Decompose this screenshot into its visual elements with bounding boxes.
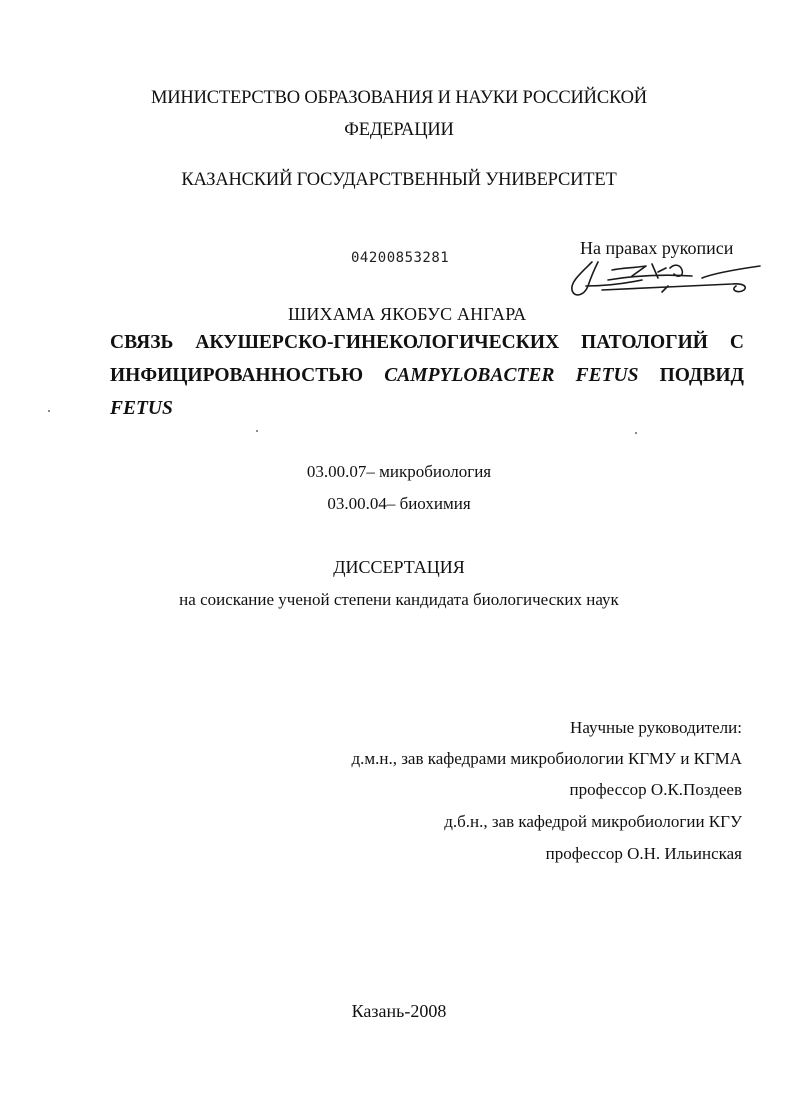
- specialty-microbiology: 03.00.07– микробиология: [306, 462, 492, 481]
- city-year: Казань-2008: [351, 1001, 447, 1021]
- supervisor-2-position: д.б.н., зав кафедрой микробиологии КГУ: [444, 812, 742, 831]
- rights-note: На правах рукописи: [580, 238, 734, 258]
- title-word: СВЯЗЬ: [110, 332, 174, 353]
- title-line-2: [110, 365, 744, 387]
- title-line-3: FETUS: [110, 398, 173, 419]
- title-word-italic: FETUS: [575, 365, 639, 386]
- supervisor-2-name: профессор О.Н. Ильинская: [545, 844, 742, 863]
- title-word: ПАТОЛОГИЙ: [581, 332, 708, 353]
- specialty-biochemistry: 03.00.04– биохимия: [327, 494, 471, 513]
- title-line-1: [110, 332, 744, 354]
- title-word: С: [729, 332, 744, 353]
- ministry-line-1: МИНИСТЕРСТВО ОБРАЗОВАНИЯ И НАУКИ РОССИЙСКОЙ: [151, 88, 647, 108]
- title-word: АКУШЕРСКО-ГИНЕКОЛОГИЧЕСКИХ: [195, 332, 560, 353]
- scan-speck: [635, 432, 637, 434]
- title-word: ПОДВИД: [659, 365, 744, 386]
- university-name: КАЗАНСКИЙ ГОСУДАРСТВЕННЫЙ УНИВЕРСИТЕТ: [181, 170, 617, 190]
- supervisors-heading: Научные руководители:: [570, 718, 742, 737]
- title-word: ИНФИЦИРОВАННОСТЬЮ: [110, 365, 364, 386]
- degree-line: на соискание ученой степени кандидата биологических наук: [179, 590, 619, 609]
- scan-speck: [256, 430, 258, 432]
- author-name: ШИХАМА ЯКОБУС АНГАРА: [288, 304, 527, 324]
- signature-icon: [562, 256, 768, 306]
- supervisor-1-position: д.м.н., зав кафедрами микробиологии КГМУ и КГМА: [351, 749, 742, 768]
- scan-speck: [48, 410, 50, 412]
- supervisor-1-name: профессор О.К.Поздеев: [569, 780, 742, 799]
- title-word-italic: CAMPYLOBACTER: [384, 365, 555, 386]
- document-type: ДИССЕРТАЦИЯ: [333, 557, 465, 577]
- ministry-line-2: ФЕДЕРАЦИИ: [344, 120, 454, 140]
- stamp-number: 04200853281: [351, 250, 450, 266]
